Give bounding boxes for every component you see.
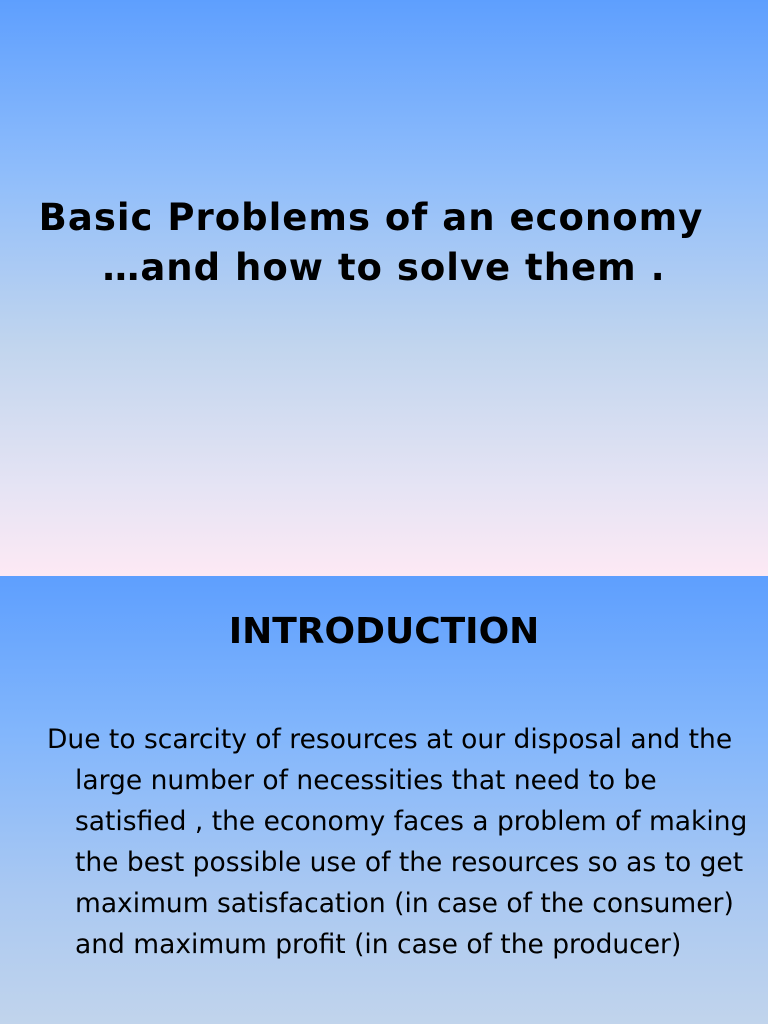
slide-title-heading xyxy=(0,193,768,293)
slide-introduction xyxy=(0,576,768,1024)
title-line-1: Basic Problems of an economy xyxy=(38,196,704,239)
introduction-heading: INTRODUCTION xyxy=(228,611,540,652)
title-line-2: …and how to solve them . xyxy=(102,246,666,289)
introduction-body: Due to scarcity of resources at our disposal and the large number of necessities that need to be satisfied , the economy faces a problem of making the best possible use of the resources so as to get maximum satisfacation (in case of the consumer) and maximum profit (in case of the producer) xyxy=(47,724,748,960)
